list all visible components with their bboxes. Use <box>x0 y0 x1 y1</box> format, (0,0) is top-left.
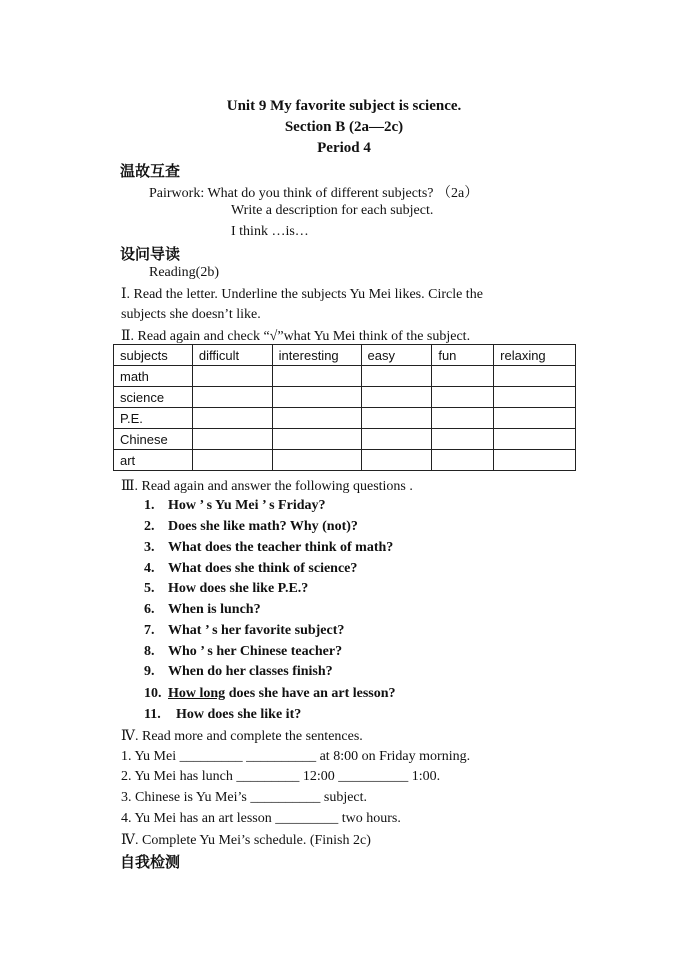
question-number: 1. <box>144 498 155 513</box>
reading-label: Reading(2b) <box>149 265 219 280</box>
question-text: Does she like math? Why (not)? <box>168 519 358 534</box>
check-cell[interactable] <box>272 429 361 450</box>
question-number: 3. <box>144 540 155 555</box>
question-number: 9. <box>144 664 155 679</box>
warmup-heading: 温故互查 <box>120 162 181 180</box>
question-number: 11. <box>144 707 161 722</box>
task4-instruction: Ⅳ. Read more and complete the sentences. <box>121 729 363 744</box>
table-row <box>114 366 576 387</box>
check-cell[interactable] <box>272 450 361 471</box>
check-cell[interactable] <box>192 408 272 429</box>
task1-instruction-cont: subjects she doesn’t like. <box>121 307 261 322</box>
question-number: 2. <box>144 519 155 534</box>
period-title: Period 4 <box>317 140 371 156</box>
table-row <box>114 408 576 429</box>
question-text <box>168 686 396 702</box>
check-cell[interactable] <box>192 387 272 408</box>
question-number: 10. <box>144 686 162 701</box>
check-cell[interactable] <box>272 408 361 429</box>
task3-instruction: Ⅲ. Read again and answer the following questions . <box>121 479 413 494</box>
task2-instruction: Ⅱ. Read again and check “√”what Yu Mei think of the subject. <box>121 329 471 344</box>
question-number: 4. <box>144 561 155 576</box>
page-title: Unit 9 My favorite subject is science. <box>226 98 462 114</box>
question-text: How does she like P.E.? <box>168 581 309 596</box>
guide-heading: 设问导读 <box>120 245 181 263</box>
table-header: relaxing <box>494 345 576 366</box>
selfcheck-heading: 自我检测 <box>120 853 181 871</box>
row-subject: Chinese <box>114 429 193 450</box>
write-instruction: Write a description for each subject. <box>231 203 434 218</box>
check-cell[interactable] <box>432 450 494 471</box>
question-text: What ’ s her favorite subject? <box>168 623 345 638</box>
think-pattern: I think …is… <box>231 224 309 239</box>
row-subject: science <box>114 387 193 408</box>
check-cell[interactable] <box>494 429 576 450</box>
check-cell[interactable] <box>192 366 272 387</box>
check-cell[interactable] <box>361 387 432 408</box>
table-header: subjects <box>114 345 193 366</box>
row-subject: math <box>114 366 193 387</box>
question-text: How ’ s Yu Mei ’ s Friday? <box>168 498 326 513</box>
check-cell[interactable] <box>272 387 361 408</box>
table-row <box>114 387 576 408</box>
question-text: When is lunch? <box>168 602 261 617</box>
row-subject: art <box>114 450 193 471</box>
check-cell[interactable] <box>272 366 361 387</box>
table-row <box>114 429 576 450</box>
question-text: How does she like it? <box>176 707 302 722</box>
table-header: difficult <box>192 345 272 366</box>
check-cell[interactable] <box>192 450 272 471</box>
question-text: What does the teacher think of math? <box>168 540 394 555</box>
question-number: 8. <box>144 644 155 659</box>
check-cell[interactable] <box>432 387 494 408</box>
fill-blank-sentence: 3. Chinese is Yu Mei’s __________ subject. <box>121 790 368 805</box>
check-cell[interactable] <box>361 408 432 429</box>
question-text: When do her classes finish? <box>168 664 333 679</box>
question-number: 6. <box>144 602 155 617</box>
subject-check-table <box>113 344 576 471</box>
check-cell[interactable] <box>192 429 272 450</box>
check-cell[interactable] <box>432 366 494 387</box>
fill-blank-sentence: 2. Yu Mei has lunch _________ 12:00 __________ 1:00. <box>121 769 441 784</box>
question-number: 7. <box>144 623 155 638</box>
check-cell[interactable] <box>494 387 576 408</box>
table-header: interesting <box>272 345 361 366</box>
question-number: 5. <box>144 581 155 596</box>
row-subject: P.E. <box>114 408 193 429</box>
schedule-instruction: Ⅳ. Complete Yu Mei’s schedule. (Finish 2c) <box>121 833 371 848</box>
table-header: easy <box>361 345 432 366</box>
check-cell[interactable] <box>494 450 576 471</box>
check-cell[interactable] <box>361 429 432 450</box>
table-header-row <box>114 345 576 366</box>
table-row <box>114 450 576 471</box>
section-title: Section B (2a—2c) <box>284 119 404 135</box>
question-text: What does she think of science? <box>168 561 358 576</box>
pairwork-instruction: Pairwork: What do you think of different subjects? （2a） <box>149 186 479 201</box>
check-cell[interactable] <box>361 450 432 471</box>
fill-blank-sentence: 1. Yu Mei _________ __________ at 8:00 on Friday morning. <box>121 749 471 764</box>
check-cell[interactable] <box>432 408 494 429</box>
check-cell[interactable] <box>494 408 576 429</box>
check-cell[interactable] <box>432 429 494 450</box>
check-cell[interactable] <box>494 366 576 387</box>
task1-instruction: Ⅰ. Read the letter. Underline the subjects Yu Mei likes. Circle the <box>121 287 483 302</box>
table-header: fun <box>432 345 494 366</box>
underlined-phrase: How long <box>168 686 226 701</box>
check-cell[interactable] <box>361 366 432 387</box>
question-text-rest: does she have an art lesson? <box>225 686 396 701</box>
question-text: Who ’ s her Chinese teacher? <box>168 644 343 659</box>
fill-blank-sentence: 4. Yu Mei has an art lesson _________ two hours. <box>121 811 401 826</box>
